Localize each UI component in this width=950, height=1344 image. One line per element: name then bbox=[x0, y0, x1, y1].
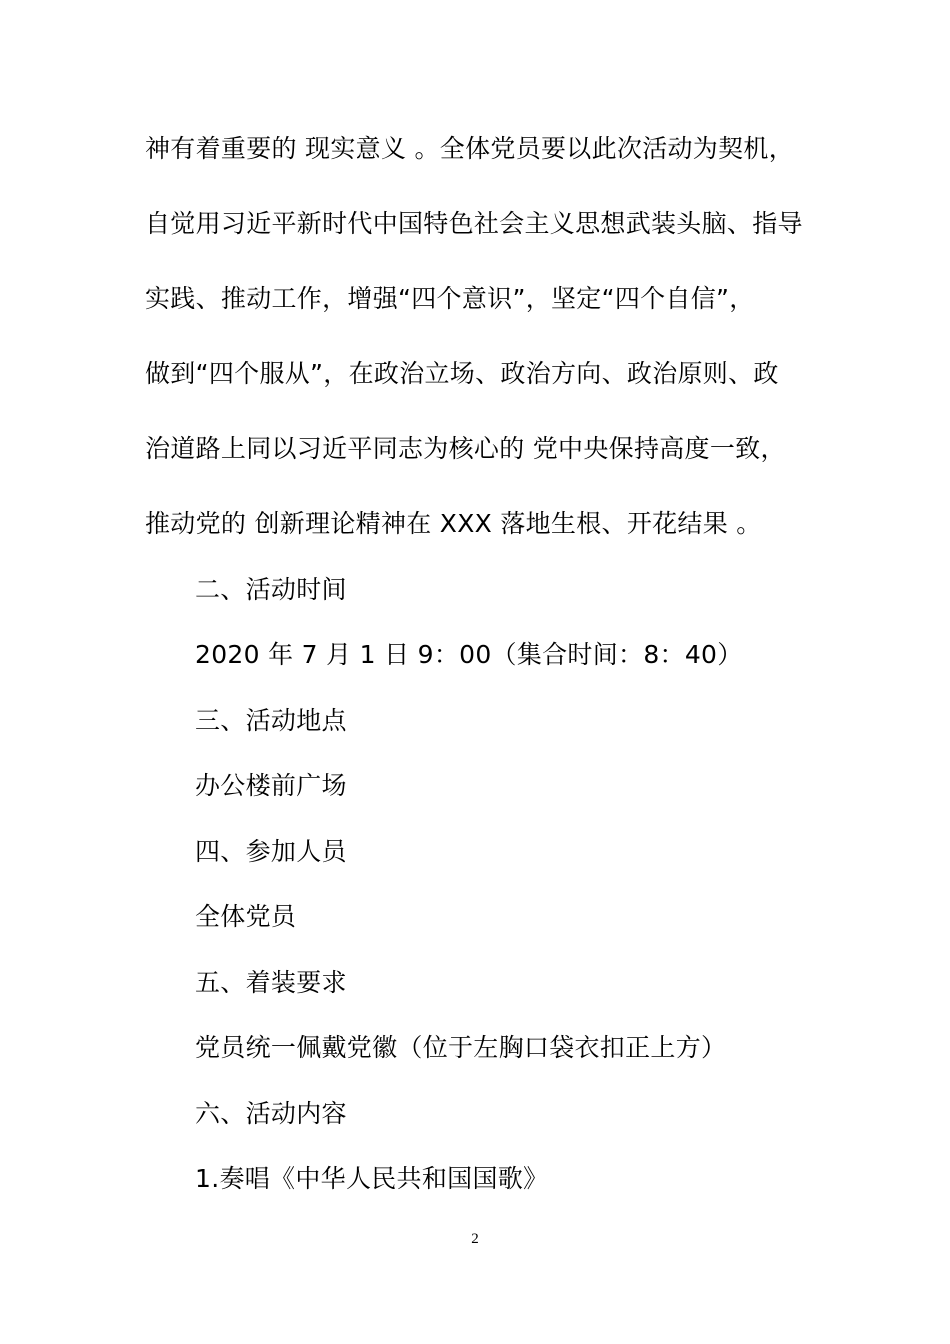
section-heading-activities: 六、活动内容 bbox=[195, 1099, 347, 1128]
section-content-time: 2020 年 7 月 1 日 9：00（集合时间：8：40） bbox=[195, 640, 743, 669]
page-number: 2 bbox=[471, 1231, 479, 1247]
section-heading-time: 二、活动时间 bbox=[195, 575, 347, 604]
body-paragraph-line: 推动党的 创新理论精神在 XXX 落地生根、开花结果 。 bbox=[145, 509, 762, 538]
section-content-dress-code: 党员统一佩戴党徽（位于左胸口袋衣扣正上方） bbox=[195, 1033, 727, 1062]
section-content-participants: 全体党员 bbox=[195, 902, 297, 931]
section-heading-location: 三、活动地点 bbox=[195, 706, 347, 735]
body-paragraph-line: 自觉用习近平新时代中国特色社会主义思想武装头脑、指导 bbox=[145, 209, 803, 238]
section-heading-dress-code: 五、着装要求 bbox=[195, 968, 347, 997]
body-paragraph-line: 做到“四个服从”，在政治立场、政治方向、政治原则、政 bbox=[145, 359, 779, 388]
section-content-location: 办公楼前广场 bbox=[195, 771, 347, 800]
section-content-activities: 1.奏唱《中华人民共和国国歌》 bbox=[195, 1164, 549, 1193]
body-paragraph-line: 治道路上同以习近平同志为核心的 党中央保持高度一致， bbox=[145, 434, 786, 463]
body-paragraph-line: 神有着重要的 现实意义 。全体党员要以此次活动为契机， bbox=[145, 134, 794, 163]
body-paragraph-line: 实践、推动工作，增强“四个意识”，坚定“四个自信”， bbox=[145, 284, 755, 313]
section-heading-participants: 四、参加人员 bbox=[195, 837, 347, 866]
